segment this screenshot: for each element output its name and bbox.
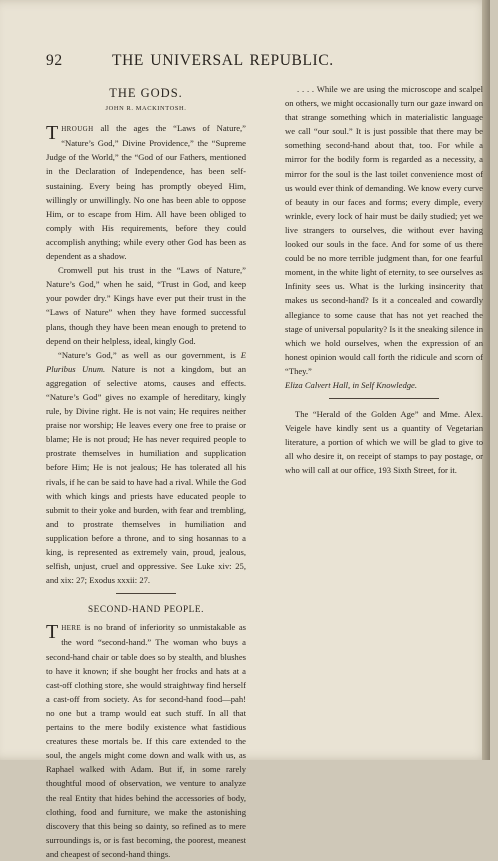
gods-paragraph-1 [46, 121, 246, 263]
article-author: JOHN R. MACKINTOSH. [105, 105, 187, 113]
gods-paragraph-3 [46, 348, 246, 588]
page-header [46, 52, 482, 72]
paragraph-text: “Nature’s God,” as well as our government, is [58, 349, 241, 360]
article-title-gods: THE GODS. [109, 86, 183, 100]
motto-text: E Pluribus Unum. [46, 349, 246, 374]
publisher-note [285, 407, 483, 477]
small-caps-lead: HERE [61, 624, 82, 633]
paragraph-text: is no brand of inferiority so unmistakable as the word “second-hand.” The woman who buys a second-hand chair or table does so by stealth, and blushes to have it known; if she bought her frocks and hats at a cast-off clothing store, she would straightway find herself a cast-off from society. As for second-hand food—pah! no one but a tramp would eat such stuff. In all that pertains to the mere bodily existence what fastidious creatures these mortals be. If this care extended to the soul, the angels might come down and walk with us, as Raphael walked with Adam. But if, in some rarely thoughtful mood of observation, we venture to analyze the real Entity that hides behind the accessories of body, clothing, food and furniture, we make the astonishing discovery that this being so dainty, so refined as to mere surroundings is, or is fast becoming, the poorest, meanest and cheapest of second-hand things. [46, 622, 246, 859]
secondhand-paragraph-2: . . . . While we are using the microscope and scalpel on others, we might occasionally turn our gaze inward on that strange something which in materialistic language we call “our soul.” It is just possible that there may be something second-hand about that, too. For while a mirror for the bodily form is regarded as a necessity, a mirror for the soul is the last toilet convenience most of us would ever think of demanding. We know every curve of beauty in our faces and forms; every dimple, every wrinkle, every lock of hair must be daily studied; yet we live strangers to ourselves, die without ever having looked our souls in the face. And for some of us there could be no more terrible judgment than, for one fearful moment, in the white light of eternity, to see ourselves as Infinity sees us. What is the lurking insincerity that makes us second-hand? Is it a concealed and cowardly allegiance to some cause that has not yet reached the stage of universal popularity? Is it the sneaking silence in which we hold ourselves, when the expression of an honest opinion would call forth the ridicule and scorn of “They.” [285, 84, 483, 376]
right-column [285, 82, 483, 478]
section-divider [329, 398, 439, 399]
gods-paragraph-2: Cromwell put his trust in the “Laws of Nature,” Nature’s God,” when he said, “Trust in God, and keep your powder dry.” Kings have ever put their trust in the “Laws of Nature” when they have formed successful plans, though they have been mean enough to pretend to depend on their helpless, ideal, kingly God. [46, 265, 246, 346]
drop-cap: T [46, 122, 59, 145]
paragraph-text: Nature is not a kingdom, but an aggregation of selective atoms, causes and effects. “Nature’s God” gives no example of hereditary, kingly rule, by Divine right. He is not vain; He requires neither praise nor worship; He leaves every one free to praise or blame; He is not proud; He has never required people to prostrate themselves in humiliation and supplication before Him; He is not jealous; He has tolerated all his rivals, if he can be said to have had a rival. While the God with which kings and priests have educated people to submit to their yoke and burden, with fear and trembling, and to prostrate themselves in humiliation and supplication before a throne, and to sing hosannas to a king, is represented as extremely vain, proud, jealous, selfish, unjust, cruel and oppressive. See Luke xiv: 25, and xix: 27; Exodus xxxii: 27. [46, 363, 246, 586]
page-edge [482, 0, 490, 760]
note-paragraph: The “Herald of the Golden Age” and Mme. Alex. Veigele have kindly sent us a quantity of Vegetarian literature, a portion of which we will be glad to give to all who desire it, on receipt of stamps to pay postage, or who will call at our office, 193 Sixth Street, for it. [285, 409, 483, 476]
small-caps-lead: HROUGH [61, 125, 94, 134]
paragraph-text: all the ages the “Laws of Nature,” “Nature’s God,” Divine Providence,” the “Supreme Judge of the World,” the “God of our Fathers, mentioned in the Declaration of Independence, has been self-sustaining. Every being has promptly obeyed Him, willingly or unwillingly. No one has been able to oppose Him, or to escape from Him. All have been obliged to comply with His requirements, before they could accomplish anything; while every other God has been as dependent as a shadow. [46, 123, 246, 262]
article-source: Eliza Calvert Hall, in Self Knowledge. [285, 379, 417, 390]
page-number: 92 [46, 52, 63, 69]
running-title: THE UNIVERSAL REPUBLIC. [112, 52, 334, 69]
left-column [46, 82, 246, 861]
drop-cap: T [46, 621, 59, 644]
section-divider [116, 593, 176, 594]
secondhand-paragraph-1 [46, 620, 246, 861]
article-title-secondhand: SECOND-HAND PEOPLE. [87, 604, 205, 615]
